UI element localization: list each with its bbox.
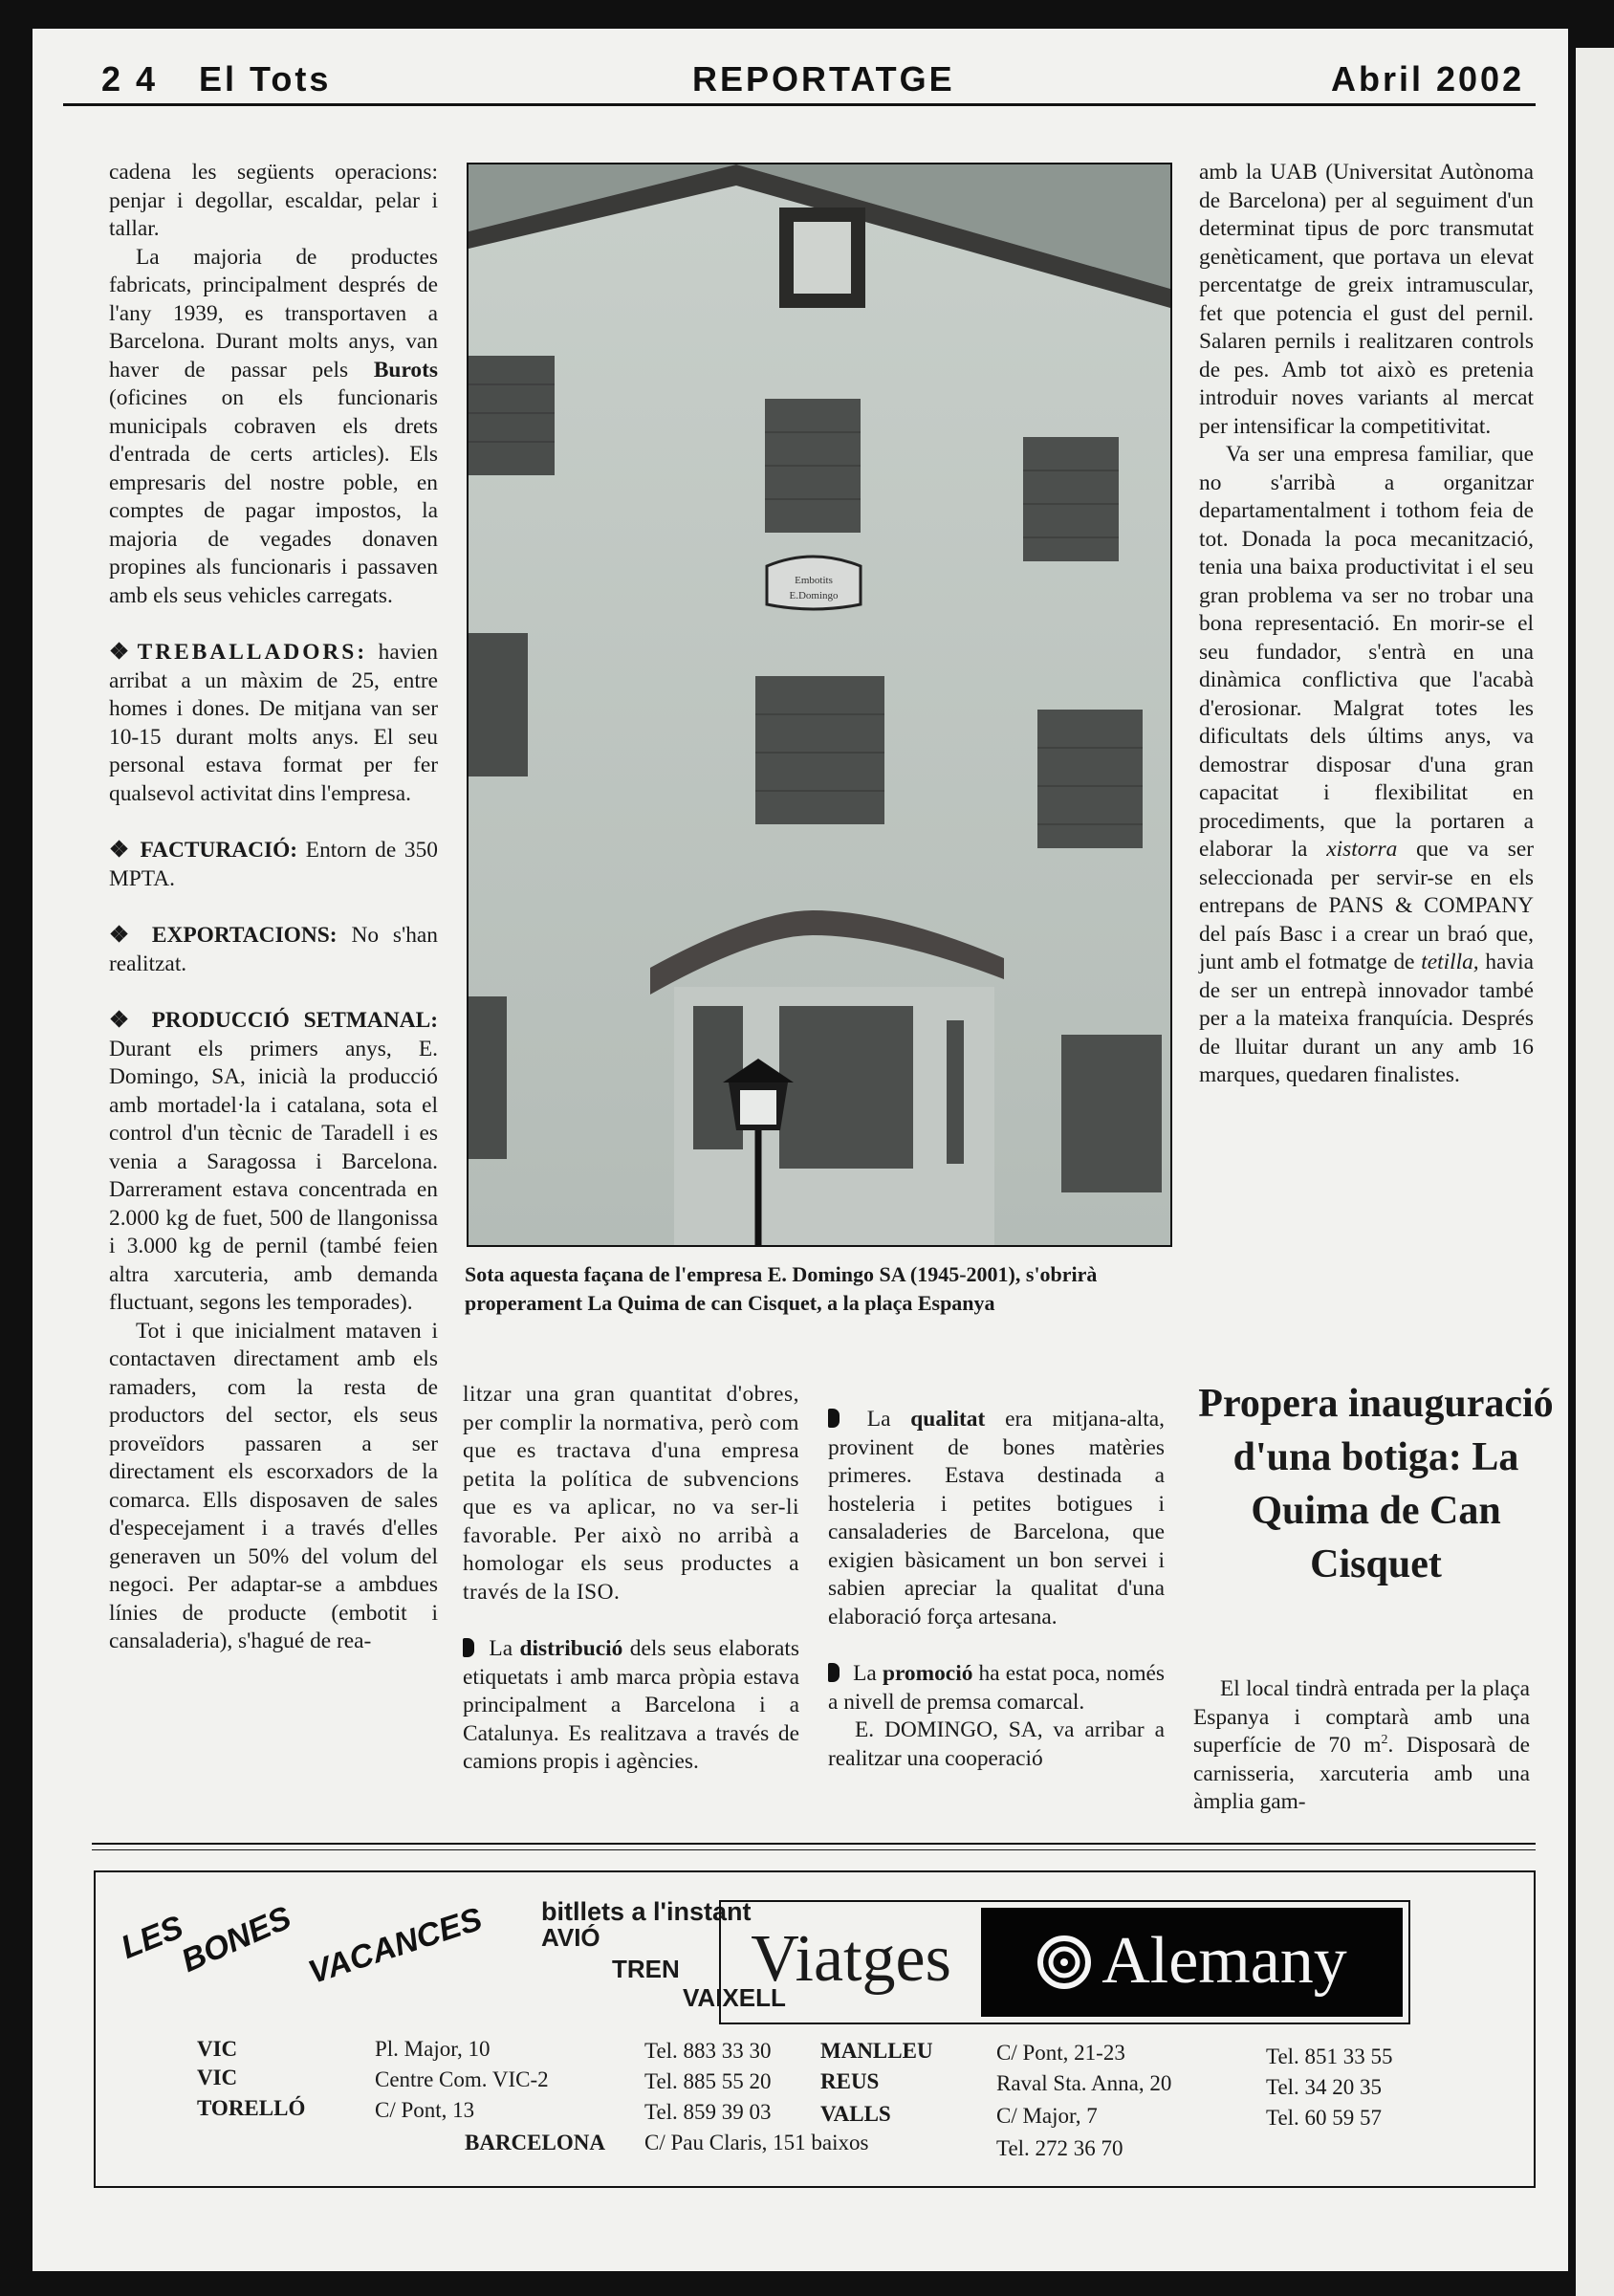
office-address: C/ Major, 7 <box>996 2104 1098 2128</box>
column-1 <box>109 159 438 1656</box>
bullet-icon <box>828 1663 840 1682</box>
exports-item: ❖ EXPORTACIONS: No s'han realitzat. <box>109 923 438 976</box>
col1-paragraph: La majoria de productes fabricats, principalment després de l'any 1939, es transportaven a Barcelona. Durant molts anys, van haver de passar pels Burots (oficines on els funcionaris municipals cobraven els drets d'entrada de certs articles). Els empresaris del nostre poble, en comptes de pagar impostos, la majoria de vegades donaven propines als funcionaris i passaven amb els seus vehicles carregats. <box>109 244 438 608</box>
page-number: 2 4 <box>101 59 159 98</box>
office-town: VIC <box>197 2066 238 2089</box>
issue-date: Abril 2002 <box>1331 59 1525 98</box>
section-title: REPORTATGE <box>692 59 955 98</box>
quality-item: La qualitat era mitjana-alta, provinent de bones matèries primeres. Estava destinada a hosteleria i petites botigues i cansaladeries de Barcelona, que exigien bàsicament un bon servei i sabien apreciar la qualitat d'una elaboració força artesana. <box>828 1407 1165 1629</box>
office-phone: Tel. 851 33 55 <box>1266 2045 1393 2068</box>
footer-rule-thin <box>92 1849 1536 1850</box>
ticket-ship: VAIXELL <box>683 1983 786 2012</box>
header-rule <box>63 103 1536 106</box>
photo-caption: Sota aquesta façana de l'empresa E. Domingo SA (1945-2001), s'obrirà properament La Quima de can Cisquet, a la plaça Espanya <box>465 1262 1098 1315</box>
promotion-item: La promoció ha estat poca, només a nivell de premsa comarcal. <box>828 1661 1165 1715</box>
office-address: Pl. Major, 10 <box>375 2037 491 2061</box>
agency-logo-right: Alemany <box>981 1908 1403 2017</box>
office-address: Centre Com. VIC-2 <box>375 2067 549 2091</box>
office-address: C/ Pont, 21-23 <box>996 2041 1125 2065</box>
office-phone: Tel. 34 20 35 <box>1266 2075 1383 2099</box>
column-2 <box>463 1381 799 1777</box>
agency-logo <box>719 1900 1410 2024</box>
office-phone: Tel. 885 55 20 <box>644 2069 772 2093</box>
footer-rule <box>92 1843 1536 1845</box>
office-town: REUS <box>820 2069 880 2093</box>
office-address: C/ Pau Claris, 151 baixos <box>644 2131 869 2154</box>
office-phone: Tel. 859 39 03 <box>644 2100 772 2124</box>
workers-item: ❖TREBALLADORS: havien arribat a un màxim de 25, entre homes i dones. De mitjana van ser 10-15 durant molts anys. El seu personal estava format per fer qualsevol activitat dins l'empresa. <box>109 640 438 806</box>
col4-paragraph: Va ser una empresa familiar, que no s'arribà a organitzar departamentalment i tothom feia de tot. Donada la poca mecanització, tenia una baixa productivitat i el seu gran problema va ser no trobar una bona representació. En morir-se el seu fundador, s'entrà en una dinàmica conflictiva que l'acabà d'erosionar. Malgrat totes les dificultats dels últims anys, va demostrar disposar d'una gran capacitat i flexibilitat en procediments, que la portaren a elaborar la xistorra que va ser seleccionada per servir-se en els entrepans de PANS & COMPANY del país Basc i a crear un braó que, junt amb el fotmatge de tetilla, havia de ser un entrepà innovador també per a la mateixa franquícia. Després de lluitar durant un any amb 16 marques, quedaren finalistes. <box>1199 442 1534 1087</box>
distribution-item: La distribució dels seus elaborats etiquetats i amb marca pròpia estava principalment a Barcelona i a Catalunya. Es realitzava a través de camions propis i agències. <box>463 1636 799 1774</box>
office-town: VALLS <box>820 2102 891 2126</box>
column-4 <box>1199 159 1534 1090</box>
ticket-train: TREN <box>612 1955 680 1983</box>
production-item: ❖ PRODUCCIÓ SETMANAL: Durant els primers anys, E. Domingo, SA, inicià la producció amb mortadel·la i catalana, sota el control d'un tècnic de Taradell i es venia a Saragossa i Barcelona. Darrerament estava concentrada en 2.000 kg de fuet, 500 de llangonissa i 3.000 kg de pernil (també feien altra xarcuteria, amb demanda fluctuant, segons les temporades). <box>109 1008 438 1315</box>
col4-paragraph: amb la UAB (Universitat Autònoma de Barcelona) per al seguiment d'un determinat tipus de porc transmutat genèticament, que portava un elevat percentatge de greix intramuscular, fet que potencia el gust del pernil. Salaren pernils i realitzaren controls de pes. Amb tot això es pretenia introduir noves variants al mercat per intensificar la competitivitat. <box>1199 160 1534 439</box>
office-phone: Tel. 883 33 30 <box>644 2039 772 2063</box>
sidebar-text: El local tindrà entrada per la plaça Espanya i comptarà amb una superfície de 70 $m^2$. Disposarà de carnisseria, xarcuteria amb una àmplia gam- <box>1193 1676 1530 1814</box>
col1-paragraph: Tot i que inicialment mataven i contactaven directament amb els ramaders, com la resta de productors del sector, els seus proveïdors passaren a ser directament els escorxadors de la comarca. Ells disposaven de sales d'especejament i a través d'elles generaven un 50% del volum del negoci. Per adaptar-se a ambdues línies de producte (embotit i cansaladeria), s'hagué de rea- <box>109 1318 438 1653</box>
shop-sign-line2: E.Domingo <box>789 590 839 601</box>
office-town: BARCELONA <box>465 2131 605 2154</box>
office-address: C/ Pont, 13 <box>375 2098 475 2122</box>
next-page-edge <box>1576 48 1614 2296</box>
facade-illustration <box>469 164 1170 1245</box>
office-phone: Tel. 272 36 70 <box>996 2136 1123 2160</box>
col3-paragraph: E. DOMINGO, SA, va arribar a realitzar una cooperació <box>828 1717 1165 1771</box>
ad-slogan-word2: BONES <box>176 1899 297 1980</box>
office-town: VIC <box>197 2037 238 2061</box>
ad-slogan-word3: VACANCES <box>303 1900 487 1992</box>
ticket-plane: AVIÓ <box>541 1923 600 1952</box>
col1-paragraph: cadena les següents operacions: penjar i degollar, escaldar, pelar i tallar. <box>109 160 438 241</box>
col2-paragraph: litzar una gran quantitat d'obres, per complir la normativa, però com que es tractava d'una empresa petita la política de subvencions que es va aplicar, no va ser-li favorable. Per això no arribà a homologar els seus productes a través de la ISO. <box>463 1382 799 1605</box>
shop-sign-line1: Embotits <box>795 575 833 586</box>
ad-slogan-word1: LES <box>116 1909 188 1967</box>
spiral-icon <box>1036 1935 1092 1990</box>
column-3 <box>828 1406 1165 1773</box>
agency-logo-left: Viatges <box>751 1922 951 1996</box>
bullet-icon <box>463 1638 474 1657</box>
office-phone: Tel. 60 59 57 <box>1266 2106 1383 2130</box>
tickets-title: bitllets a l'instant <box>541 1897 752 1926</box>
billing-item: ❖ FACTURACIÓ: Entorn de 350 MPTA. <box>109 838 438 891</box>
office-address: Raval Sta. Anna, 20 <box>996 2071 1172 2095</box>
office-town: TORELLÓ <box>197 2096 306 2120</box>
publication-name: El Tots <box>199 59 332 98</box>
bullet-icon <box>828 1409 840 1428</box>
building-facade-photo <box>467 163 1172 1247</box>
sidebar-headline: Propera inauguració d'una botiga: La Quima de Can Cisquet <box>1198 1382 1554 1586</box>
office-town: MANLLEU <box>820 2039 933 2063</box>
